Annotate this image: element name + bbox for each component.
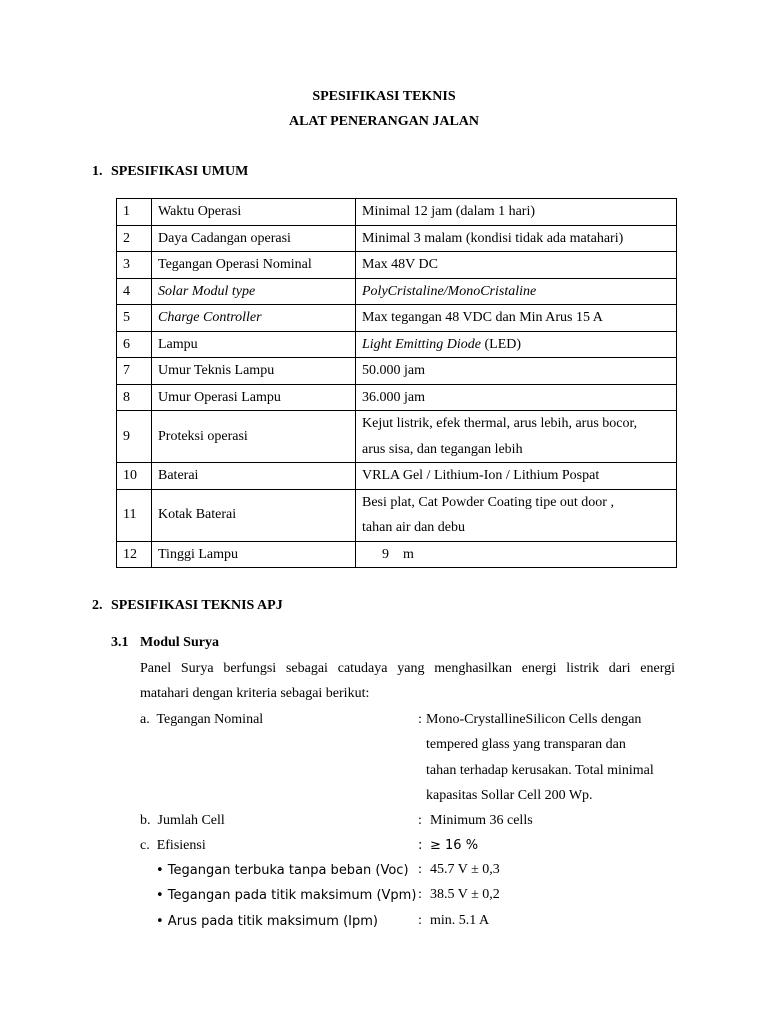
table-row: [117, 384, 677, 411]
row-number: 8: [117, 384, 152, 411]
item-a-value-line: kapasitas Sollar Cell 200 Wp.: [426, 788, 593, 803]
bullet-label: • Tegangan terbuka tanpa beban (Voc): [156, 863, 409, 878]
row-value-line: Kejut listrik, efek thermal, arus lebih, arus bocor,: [362, 416, 638, 431]
row-value-line: tahan air dan debu: [362, 520, 466, 535]
row-number: 12: [117, 541, 152, 568]
spec-table: [116, 198, 677, 568]
bullet-separator: :: [418, 913, 422, 928]
table-row: [117, 199, 677, 226]
row-value: Minimal 3 malam (kondisi tidak ada matahari): [356, 225, 677, 252]
bullet-value: min. 5.1 A: [430, 913, 490, 928]
row-value: Max 48V DC: [356, 252, 677, 279]
table-row: [117, 225, 677, 252]
bullet-value: 38.5 V ± 0,2: [430, 887, 500, 902]
row-name: Tegangan Operasi Nominal: [152, 252, 356, 279]
bullet-label: • Tegangan pada titik maksimum (Vpm): [156, 888, 417, 903]
row-number: 1: [117, 199, 152, 226]
row-value-rest: (LED): [481, 336, 522, 352]
row-value-line: arus sisa, dan tegangan lebih: [362, 441, 523, 457]
bullet-value: 45.7 V ± 0,3: [430, 862, 500, 877]
item-a-value-line: tahan terhadap kerusakan. Total minimal: [426, 763, 654, 778]
table-row: [117, 278, 677, 305]
row-number: 10: [117, 463, 152, 490]
row-name: Umur Teknis Lampu: [152, 358, 356, 385]
row-number: 9: [117, 411, 152, 463]
row-value: [356, 331, 677, 358]
subsection-title: Modul Surya: [140, 635, 219, 650]
row-value: PolyCristaline/MonoCristaline: [356, 278, 677, 305]
table-row: [117, 252, 677, 279]
item-a-value-line: tempered glass yang transparan dan: [426, 737, 626, 752]
row-value: [356, 411, 677, 463]
row-value: 50.000 jam: [356, 358, 677, 385]
row-name: Solar Modul type: [152, 278, 356, 305]
table-row: [117, 541, 677, 568]
table-row: [117, 411, 677, 463]
bullet-separator: :: [418, 887, 422, 902]
row-name: Tinggi Lampu: [152, 541, 356, 568]
intro-line: Panel Surya berfungsi sebagai catudaya yang menghasilkan energi listrik dari energi: [140, 661, 675, 676]
subsection-number: 3.1: [111, 635, 129, 650]
row-value: 36.000 jam: [356, 384, 677, 411]
section1-number: 1.: [92, 164, 103, 179]
row-name: Waktu Operasi: [152, 199, 356, 226]
item-c-value: ≥ 16 %: [430, 838, 479, 853]
row-number: 7: [117, 358, 152, 385]
table-row: [117, 331, 677, 358]
section2-number: 2.: [92, 598, 103, 613]
row-value: [356, 489, 677, 541]
row-value-line: Besi plat, Cat Powder Coating tipe out door ,: [362, 494, 614, 510]
row-name: Proteksi operasi: [152, 411, 356, 463]
bullet-separator: :: [418, 862, 422, 877]
doc-subtitle: ALAT PENERANGAN JALAN: [288, 114, 480, 129]
row-value: Max tegangan 48 VDC dan Min Arus 15 A: [356, 305, 677, 332]
row-name: Daya Cadangan operasi: [152, 225, 356, 252]
row-value: 9 m: [356, 541, 677, 568]
item-b-label: b. Jumlah Cell: [140, 813, 225, 828]
row-name: Kotak Baterai: [152, 489, 356, 541]
item-b-separator: :: [418, 813, 422, 828]
row-number: 6: [117, 331, 152, 358]
item-c-separator: :: [418, 838, 423, 853]
row-number: 4: [117, 278, 152, 305]
row-number: 11: [117, 489, 152, 541]
row-name: Baterai: [152, 463, 356, 490]
intro-line: matahari dengan kriteria sebagai berikut:: [140, 686, 370, 701]
row-number: 3: [117, 252, 152, 279]
row-value: VRLA Gel / Lithium-Ion / Lithium Pospat: [356, 463, 677, 490]
table-row: [117, 358, 677, 385]
row-name: Lampu: [152, 331, 356, 358]
doc-title: SPESIFIKASI TEKNIS: [312, 89, 456, 104]
row-number: 5: [117, 305, 152, 332]
item-a-value-line: Mono-CrystallineSilicon Cells dengan: [426, 712, 642, 727]
bullet-label: • Arus pada titik maksimum (Ipm): [156, 914, 378, 929]
row-name: Umur Operasi Lampu: [152, 384, 356, 411]
table-row: [117, 489, 677, 541]
table-row: [117, 305, 677, 332]
row-value-italic: Light Emitting Diode: [362, 336, 481, 352]
item-a-label: a. Tegangan Nominal: [140, 712, 264, 727]
section2-title: SPESIFIKASI TEKNIS APJ: [111, 598, 283, 613]
table-row: [117, 463, 677, 490]
section1-title: SPESIFIKASI UMUM: [111, 164, 249, 179]
item-b-value: Minimum 36 cells: [430, 813, 533, 828]
row-value: Minimal 12 jam (dalam 1 hari): [356, 199, 677, 226]
row-name: Charge Controller: [152, 305, 356, 332]
row-number: 2: [117, 225, 152, 252]
item-c-label: c. Efisiensi: [140, 838, 206, 853]
item-a-separator: :: [418, 712, 422, 727]
